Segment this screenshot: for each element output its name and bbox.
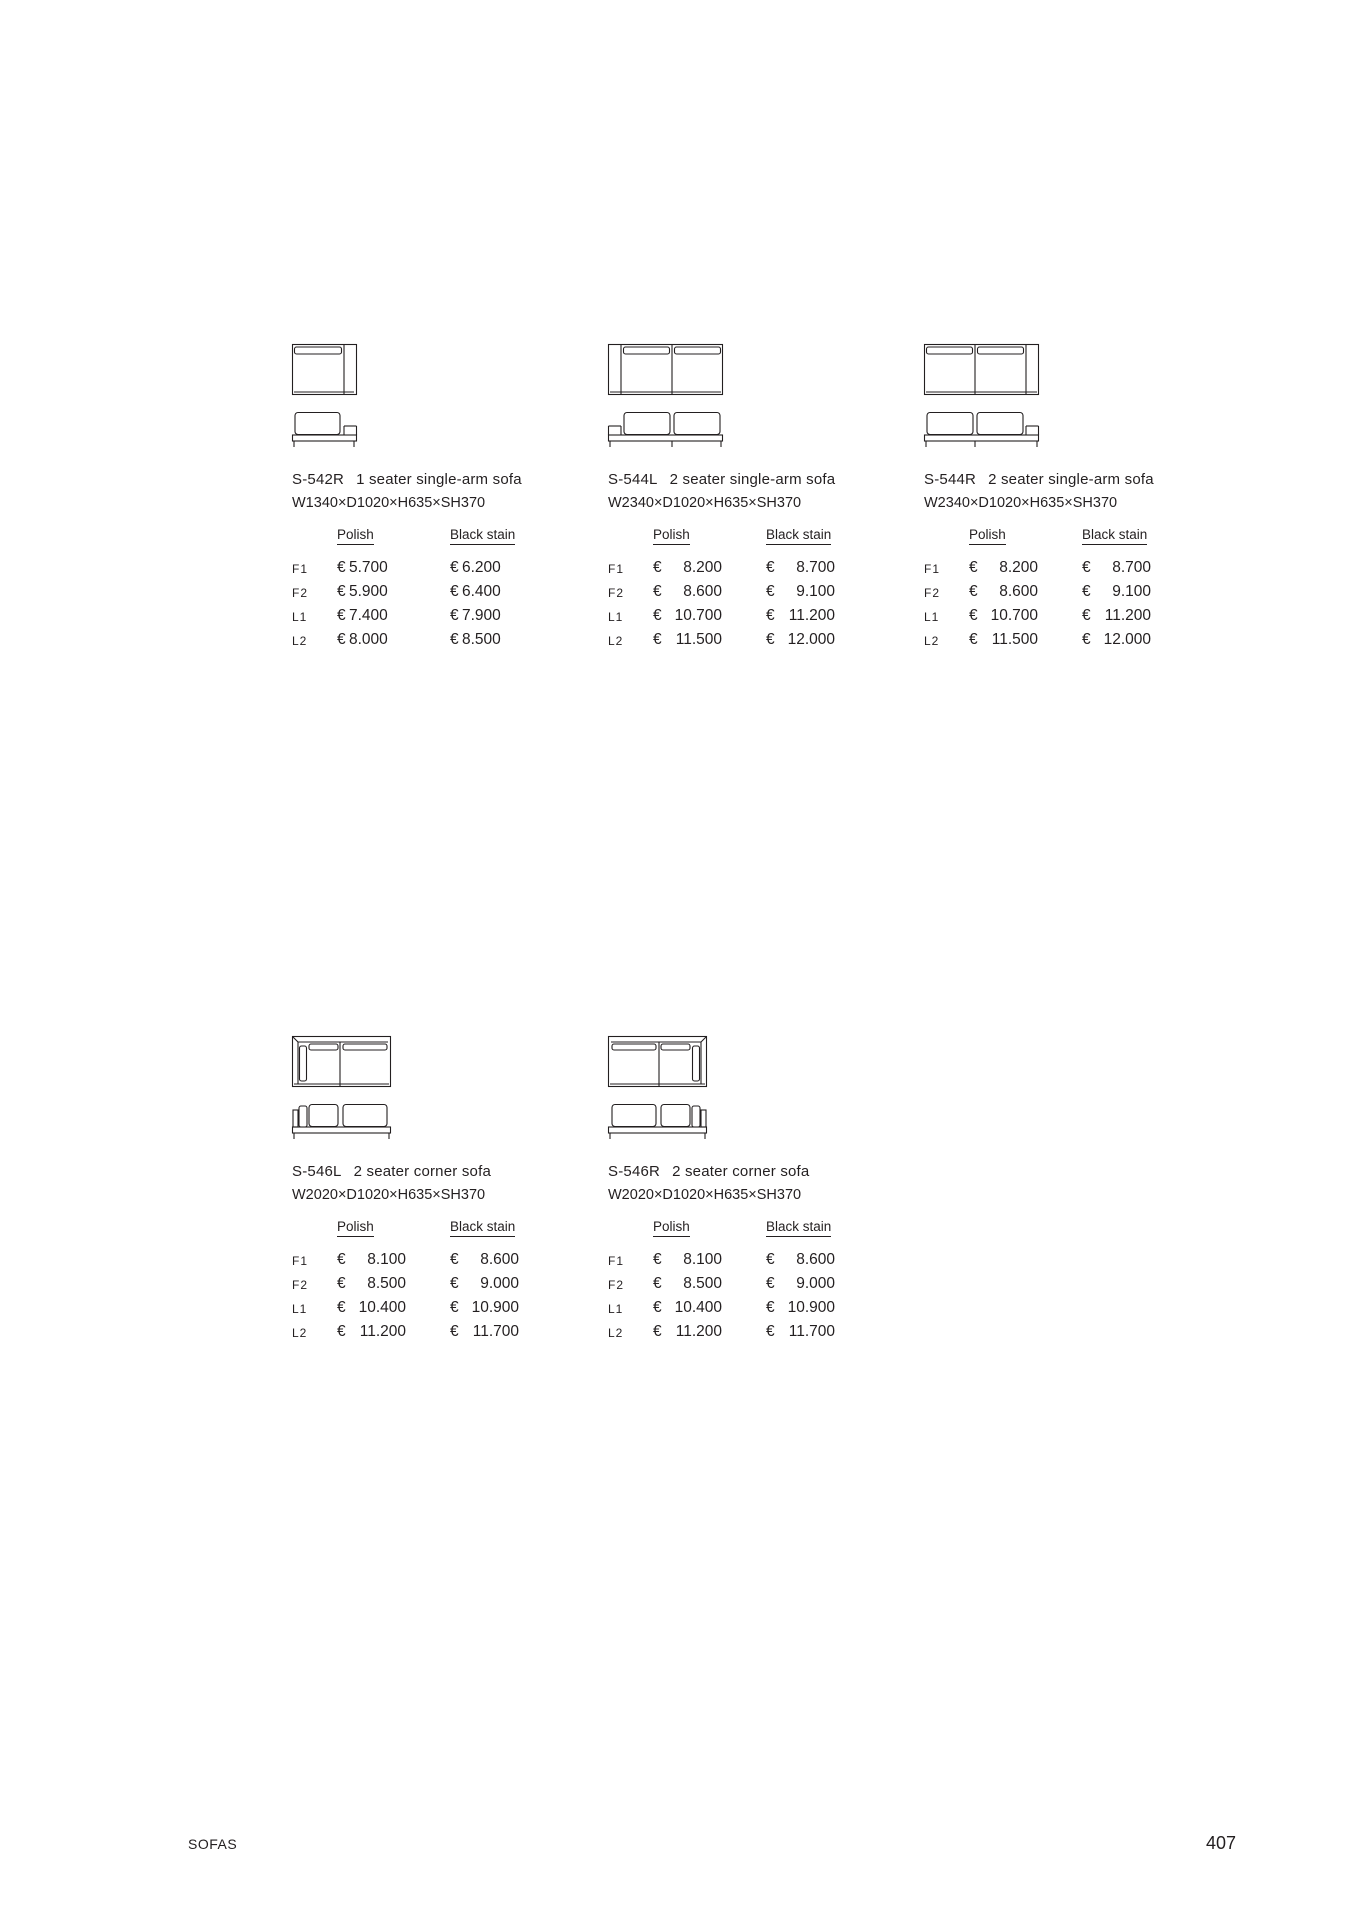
currency-symbol: €	[450, 559, 459, 576]
currency-symbol: €	[653, 583, 662, 600]
currency-symbol: €	[450, 631, 459, 648]
price-value: 8.500	[367, 1275, 406, 1292]
black-stain-price	[766, 1299, 835, 1317]
product-drawings	[292, 1036, 592, 1156]
currency-symbol: €	[1082, 631, 1091, 648]
sofa-front-view-drawing	[292, 412, 362, 448]
product-name: 1 seater single-arm sofa	[356, 471, 522, 488]
sofa-top-view-drawing	[608, 1036, 712, 1088]
sofa-top-view-drawing	[608, 344, 728, 396]
polish-price	[969, 559, 1038, 577]
price-value: 8.700	[1112, 559, 1151, 576]
sofa-front-view-drawing	[608, 412, 728, 448]
price-row-l1	[292, 607, 592, 627]
price-value: 8.100	[367, 1251, 406, 1268]
price-value: 6.200	[462, 559, 501, 576]
page-number: 407	[1205, 1833, 1236, 1853]
price-value: 7.900	[462, 607, 501, 624]
product-title	[924, 471, 1154, 488]
currency-symbol: €	[653, 1275, 662, 1292]
grade-label: F1	[924, 562, 941, 576]
price-value: 10.900	[471, 1299, 519, 1316]
price-row-f2	[924, 583, 1224, 603]
grade-label: L2	[292, 1326, 308, 1340]
black-stain-price	[766, 1323, 835, 1341]
footer-section-label: SOFAS	[188, 1836, 238, 1852]
grade-label: L1	[608, 610, 624, 624]
currency-symbol: €	[337, 1275, 346, 1292]
price-row-f1	[292, 559, 592, 579]
sofa-front-view-drawing	[292, 1104, 396, 1140]
product-name: 2 seater single-arm sofa	[988, 471, 1154, 488]
product-dimensions: W2340×D1020×H635×SH370	[608, 495, 802, 511]
currency-symbol: €	[653, 607, 662, 624]
price-value: 8.600	[796, 1251, 835, 1268]
price-row-l1	[608, 1299, 908, 1319]
price-value: 9.000	[796, 1275, 835, 1292]
black-stain-price	[766, 559, 835, 577]
black-stain-price	[450, 1275, 519, 1293]
black-stain-price	[450, 1323, 519, 1341]
price-row-l2	[292, 631, 592, 651]
product-title	[292, 471, 522, 488]
currency-symbol: €	[337, 583, 346, 600]
polish-price	[653, 1323, 722, 1341]
currency-symbol: €	[766, 1323, 775, 1340]
grade-label: F2	[292, 586, 309, 600]
currency-symbol: €	[969, 583, 978, 600]
currency-symbol: €	[653, 1323, 662, 1340]
product-drawings	[292, 344, 592, 464]
price-value: 11.500	[991, 631, 1038, 648]
sofa-front-view-drawing	[924, 412, 1044, 448]
grade-label: F2	[292, 1278, 309, 1292]
currency-symbol: €	[337, 607, 346, 624]
black-stain-price	[1082, 607, 1151, 625]
currency-symbol: €	[653, 1299, 662, 1316]
currency-symbol: €	[450, 607, 459, 624]
grade-label: L2	[924, 634, 940, 648]
product-code: S-544R	[924, 471, 977, 488]
price-value: 5.700	[349, 559, 388, 576]
polish-price	[337, 607, 388, 625]
currency-symbol: €	[450, 1323, 459, 1340]
polish-price	[337, 1323, 406, 1341]
sofa-top-view-drawing	[292, 344, 362, 396]
price-value: 8.100	[683, 1251, 722, 1268]
black-stain-price	[1082, 583, 1151, 601]
price-value: 11.200	[675, 1323, 722, 1340]
product-name: 2 seater corner sofa	[353, 1163, 491, 1180]
product-s-544r	[924, 344, 1224, 648]
grade-label: F1	[608, 562, 625, 576]
product-dimensions: W2340×D1020×H635×SH370	[924, 495, 1118, 511]
product-dimensions: W2020×D1020×H635×SH370	[292, 1187, 486, 1203]
black-stain-column-header: Black stain	[1082, 527, 1147, 545]
price-row-f2	[292, 1275, 592, 1295]
price-row-l2	[292, 1323, 592, 1343]
price-value: 11.200	[1104, 607, 1151, 624]
price-value: 8.500	[462, 631, 501, 648]
grade-label: L1	[292, 1302, 308, 1316]
product-dimensions: W1340×D1020×H635×SH370	[292, 495, 486, 511]
currency-symbol: €	[1082, 583, 1091, 600]
price-value: 11.200	[359, 1323, 406, 1340]
product-title	[608, 1163, 809, 1180]
price-row-f2	[292, 583, 592, 603]
currency-symbol: €	[450, 583, 459, 600]
polish-column-header: Polish	[969, 527, 1006, 545]
price-value: 12.000	[787, 631, 835, 648]
price-value: 11.200	[788, 607, 835, 624]
price-value: 11.700	[472, 1323, 519, 1340]
grade-label: F2	[924, 586, 941, 600]
polish-price	[337, 559, 388, 577]
currency-symbol: €	[653, 559, 662, 576]
sofa-top-view-drawing	[924, 344, 1044, 396]
price-value: 10.900	[787, 1299, 835, 1316]
currency-symbol: €	[766, 583, 775, 600]
product-s-544l	[608, 344, 908, 648]
price-row-f1	[292, 1251, 592, 1271]
currency-symbol: €	[766, 1275, 775, 1292]
price-value: 11.500	[675, 631, 722, 648]
black-stain-price	[766, 583, 835, 601]
polish-price	[653, 583, 722, 601]
polish-price	[653, 607, 722, 625]
polish-column-header: Polish	[337, 527, 374, 545]
black-stain-price	[450, 559, 501, 577]
product-name: 2 seater corner sofa	[672, 1163, 810, 1180]
currency-symbol: €	[969, 607, 978, 624]
price-row-l1	[608, 607, 908, 627]
polish-price	[337, 1251, 406, 1269]
polish-column-header: Polish	[337, 1219, 374, 1237]
currency-symbol: €	[450, 1275, 459, 1292]
product-code: S-544L	[608, 471, 658, 488]
price-row-l1	[292, 1299, 592, 1319]
black-stain-price	[766, 631, 835, 649]
price-value: 9.100	[796, 583, 835, 600]
black-stain-column-header: Black stain	[450, 1219, 515, 1237]
product-s-546r	[608, 1036, 908, 1340]
polish-price	[337, 1275, 406, 1293]
price-value: 8.200	[999, 559, 1038, 576]
currency-symbol: €	[337, 559, 346, 576]
currency-symbol: €	[766, 559, 775, 576]
polish-column-header: Polish	[653, 527, 690, 545]
polish-price	[653, 1251, 722, 1269]
polish-column-header: Polish	[653, 1219, 690, 1237]
black-stain-price	[450, 583, 501, 601]
black-stain-price	[766, 1275, 835, 1293]
polish-price	[337, 631, 388, 649]
currency-symbol: €	[450, 1251, 459, 1268]
currency-symbol: €	[337, 1299, 346, 1316]
black-stain-price	[1082, 631, 1151, 649]
black-stain-price	[450, 1251, 519, 1269]
black-stain-price	[450, 1299, 519, 1317]
price-row-f1	[924, 559, 1224, 579]
product-s-542r	[292, 344, 592, 648]
polish-price	[969, 607, 1038, 625]
price-value: 9.000	[480, 1275, 519, 1292]
currency-symbol: €	[337, 1251, 346, 1268]
price-row-l2	[608, 1323, 908, 1343]
currency-symbol: €	[969, 559, 978, 576]
grade-label: F1	[608, 1254, 625, 1268]
price-value: 10.700	[674, 607, 722, 624]
currency-symbol: €	[450, 1299, 459, 1316]
price-row-l1	[924, 607, 1224, 627]
price-row-l2	[608, 631, 908, 651]
grade-label: L2	[608, 634, 624, 648]
product-drawings	[608, 1036, 908, 1156]
black-stain-column-header: Black stain	[450, 527, 515, 545]
currency-symbol: €	[337, 631, 346, 648]
price-value: 5.900	[349, 583, 388, 600]
currency-symbol: €	[766, 1251, 775, 1268]
currency-symbol: €	[337, 1323, 346, 1340]
currency-symbol: €	[969, 631, 978, 648]
black-stain-price	[450, 631, 501, 649]
product-code: S-542R	[292, 471, 345, 488]
price-value: 10.400	[358, 1299, 406, 1316]
price-value: 6.400	[462, 583, 501, 600]
grade-label: F1	[292, 1254, 309, 1268]
currency-symbol: €	[1082, 607, 1091, 624]
polish-price	[337, 1299, 406, 1317]
grade-label: F2	[608, 1278, 625, 1292]
price-value: 8.500	[683, 1275, 722, 1292]
currency-symbol: €	[766, 1299, 775, 1316]
polish-price	[653, 631, 722, 649]
price-value: 10.700	[990, 607, 1038, 624]
product-drawings	[924, 344, 1224, 464]
grade-label: F2	[608, 586, 625, 600]
product-name: 2 seater single-arm sofa	[669, 471, 836, 488]
sofa-front-view-drawing	[608, 1104, 712, 1140]
polish-price	[653, 1299, 722, 1317]
product-title	[608, 471, 835, 488]
sofa-top-view-drawing	[292, 1036, 396, 1088]
price-value: 7.400	[349, 607, 388, 624]
currency-symbol: €	[766, 631, 775, 648]
currency-symbol: €	[1082, 559, 1091, 576]
product-title	[292, 1163, 491, 1180]
price-row-f2	[608, 1275, 908, 1295]
polish-price	[969, 583, 1038, 601]
grade-label: L1	[608, 1302, 624, 1316]
polish-price	[969, 631, 1038, 649]
price-row-f2	[608, 583, 908, 603]
price-value: 10.400	[674, 1299, 722, 1316]
polish-price	[653, 1275, 722, 1293]
grade-label: L1	[924, 610, 940, 624]
price-value: 8.600	[480, 1251, 519, 1268]
currency-symbol: €	[653, 1251, 662, 1268]
black-stain-column-header: Black stain	[766, 527, 831, 545]
black-stain-price	[450, 607, 501, 625]
grade-label: L1	[292, 610, 308, 624]
price-value: 8.700	[796, 559, 835, 576]
price-row-f1	[608, 559, 908, 579]
price-value: 8.600	[683, 583, 722, 600]
price-value: 8.200	[683, 559, 722, 576]
black-stain-column-header: Black stain	[766, 1219, 831, 1237]
grade-label: L2	[608, 1326, 624, 1340]
product-code: S-546L	[292, 1163, 342, 1180]
polish-price	[337, 583, 388, 601]
product-drawings	[608, 344, 908, 464]
product-s-546l	[292, 1036, 592, 1340]
black-stain-price	[766, 607, 835, 625]
product-dimensions: W2020×D1020×H635×SH370	[608, 1187, 802, 1203]
price-row-f1	[608, 1251, 908, 1271]
price-value: 8.600	[999, 583, 1038, 600]
price-value: 8.000	[349, 631, 388, 648]
polish-price	[653, 559, 722, 577]
product-code: S-546R	[608, 1163, 661, 1180]
price-value: 11.700	[788, 1323, 835, 1340]
currency-symbol: €	[766, 607, 775, 624]
black-stain-price	[766, 1251, 835, 1269]
price-value: 12.000	[1103, 631, 1151, 648]
grade-label: L2	[292, 634, 308, 648]
currency-symbol: €	[653, 631, 662, 648]
grade-label: F1	[292, 562, 309, 576]
black-stain-price	[1082, 559, 1151, 577]
price-value: 9.100	[1112, 583, 1151, 600]
price-row-l2	[924, 631, 1224, 651]
